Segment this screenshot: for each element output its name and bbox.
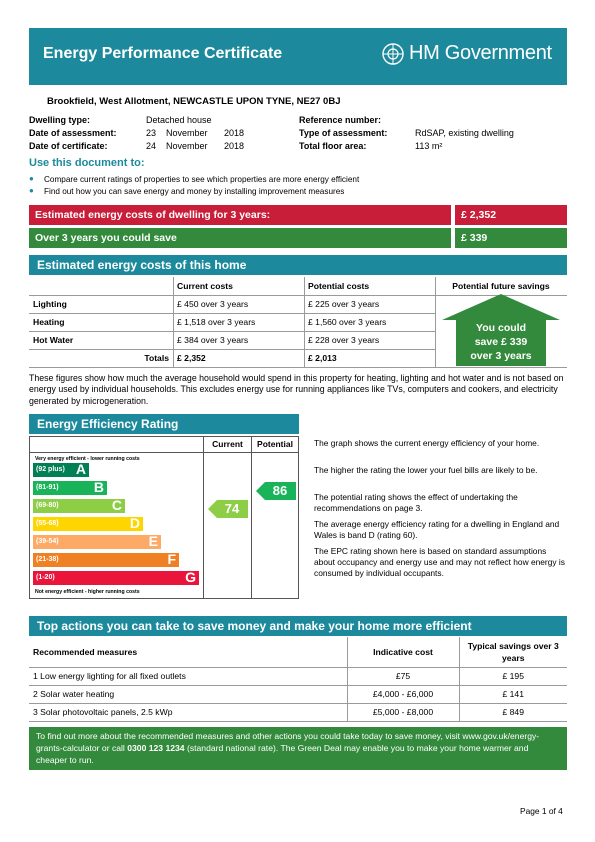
rating-text-2: The higher the rating the lower your fuel bills are likely to be. — [314, 465, 538, 475]
potential-rating-value: 86 — [272, 483, 288, 498]
certificate-month: November — [166, 141, 208, 151]
row-potential: £ 1,560 over 3 years — [304, 313, 435, 331]
page-title: Energy Performance Certificate — [43, 45, 283, 62]
table-header: Potential future savings — [435, 277, 567, 295]
band-range: (39-54) — [36, 538, 59, 545]
table-header-row — [29, 637, 567, 667]
band-range: (55-68) — [36, 520, 59, 527]
typical-saving: £ 195 — [459, 667, 567, 685]
actions-section-header: Top actions you can take to save money and make your home more efficient — [29, 616, 567, 636]
band-letter: G — [185, 569, 196, 585]
rating-band-f — [33, 553, 179, 567]
estimated-cost-value: £ 2,352 — [453, 205, 567, 225]
rating-band-g — [33, 571, 199, 585]
certificate-day: 24 — [146, 141, 157, 151]
could-save-label: Over 3 years you could save — [29, 228, 451, 248]
property-address: Brookfield, West Allotment, NEWCASTLE UPON TYNE, NE27 0BJ — [47, 96, 341, 107]
measure: 1 Low energy lighting for all fixed outlets — [29, 667, 347, 685]
indicative-cost: £5,000 - £8,000 — [347, 703, 459, 721]
costs-section-header: Estimated energy costs of this home — [29, 255, 567, 275]
crest-icon — [381, 42, 405, 66]
savings-line-3: over 3 years — [470, 350, 532, 362]
band-letter: B — [93, 479, 104, 495]
band-range: (69-80) — [36, 502, 59, 509]
assessment-day: 23 — [146, 128, 157, 138]
actions-table — [29, 637, 567, 722]
divider — [304, 277, 305, 367]
band-range: (21-38) — [36, 556, 59, 563]
hm-government-logo: HM Government — [409, 42, 552, 64]
certificate-year: 2018 — [224, 141, 245, 151]
footer-text-2: (standard national rate). The Green Deal may enable you to make your home warmer and cheaper to run. — [36, 743, 529, 765]
band-range: (81-91) — [36, 484, 59, 491]
savings-line-1: You could — [476, 322, 526, 334]
use-bullet-2: Find out how you can save energy and money by installing improvement measures — [44, 187, 345, 196]
reference-label: Reference number: — [299, 115, 382, 125]
table-header: Potential costs — [304, 277, 435, 295]
assessment-type-value: RdSAP, existing dwelling — [415, 128, 514, 138]
band-range: (92 plus) — [36, 466, 65, 473]
row-current: £ 1,518 over 3 years — [173, 313, 304, 331]
rating-text-5: The EPC rating shown here is based on standard assumptions about occupancy and energy use and may not reflect how energy is consumed by individual occupants. — [314, 546, 565, 578]
rating-band-b — [33, 481, 107, 495]
current-rating-value: 74 — [224, 501, 240, 516]
indicative-cost: £4,000 - £6,000 — [347, 685, 459, 703]
dwelling-type-label: Dwelling type: — [29, 115, 91, 125]
band-letter: E — [148, 533, 158, 549]
rating-section-header: Energy Efficiency Rating — [29, 414, 299, 434]
assessment-year: 2018 — [224, 128, 245, 138]
use-document-title: Use this document to: — [29, 157, 145, 169]
totals-label: Totals — [29, 349, 173, 367]
totals-current: £ 2,352 — [173, 349, 304, 367]
band-range: (1-20) — [36, 574, 55, 581]
bullet-icon: ● — [29, 174, 34, 183]
measure: 2 Solar water heating — [29, 685, 347, 703]
rating-text-4: The average energy efficiency rating for a dwelling in England and Wales is band D (rating 60). — [314, 519, 560, 540]
table-header: Recommended measures — [29, 637, 347, 667]
row-potential: £ 225 over 3 years — [304, 295, 435, 313]
measure: 3 Solar photovoltaic panels, 2.5 kWp — [29, 703, 347, 721]
table-row — [29, 703, 567, 721]
header-banner — [29, 28, 567, 85]
rating-band-e — [33, 535, 161, 549]
certificate-date-label: Date of certificate: — [29, 141, 108, 151]
table-row — [29, 685, 567, 703]
info-footer — [29, 727, 567, 770]
could-save-bar — [29, 228, 567, 248]
table-header: Typical savings over 3 years — [459, 637, 567, 667]
row-name: Lighting — [29, 295, 173, 313]
rating-band-d — [33, 517, 143, 531]
costs-note: These figures show how much the average household would spend in this property for heating, lighting and hot water and is not based on energy used by individual households. This excludes energy use for running appliances like TVs, computers and cookers, and electricity generated by microgeneration. — [29, 373, 564, 406]
use-bullet-1: Compare current ratings of properties to see which properties are more energy efficient — [44, 175, 360, 184]
potential-column-label: Potential — [257, 439, 293, 449]
bottom-note: Not energy efficient - higher running costs — [35, 589, 140, 595]
assessment-date-label: Date of assessment: — [29, 128, 117, 138]
row-current: £ 450 over 3 years — [173, 295, 304, 313]
rating-band-c — [33, 499, 125, 513]
bullet-icon: ● — [29, 186, 34, 195]
dwelling-type-value: Detached house — [146, 115, 212, 125]
typical-saving: £ 141 — [459, 685, 567, 703]
table-header — [29, 277, 173, 295]
assessment-type-label: Type of assessment: — [299, 128, 388, 138]
row-name: Heating — [29, 313, 173, 331]
band-letter: C — [111, 497, 122, 513]
divider — [435, 277, 436, 367]
row-potential: £ 228 over 3 years — [304, 331, 435, 349]
table-header: Indicative cost — [347, 637, 459, 667]
table-header: Current costs — [173, 277, 304, 295]
top-note: Very energy efficient - lower running costs — [35, 456, 140, 462]
floor-area-value: 113 m² — [415, 141, 443, 151]
estimated-cost-label: Estimated energy costs of dwelling for 3 years: — [29, 205, 451, 225]
phone-number: 0300 123 1234 — [127, 743, 185, 753]
band-letter: A — [75, 461, 86, 477]
rating-text-3: The potential rating shows the effect of undertaking the recommendations on page 3. — [314, 492, 518, 513]
rating-chart — [29, 436, 299, 599]
page-number: Page 1 of 4 — [520, 806, 563, 816]
rating-text-1: The graph shows the current energy efficiency of your home. — [314, 438, 540, 448]
band-letter: F — [167, 551, 176, 567]
current-column-label: Current — [212, 439, 243, 449]
typical-saving: £ 849 — [459, 703, 567, 721]
band-letter: D — [129, 515, 140, 531]
rating-band-a — [33, 463, 89, 477]
table-row — [29, 667, 567, 685]
row-current: £ 384 over 3 years — [173, 331, 304, 349]
indicative-cost: £75 — [347, 667, 459, 685]
footer-text-1: To find out more about the recommended measures and other actions you could take today to save money, visit www.gov.uk/energy-grants-calculator or call — [36, 731, 540, 753]
savings-line-2: save £ 339 — [474, 336, 528, 348]
floor-area-label: Total floor area: — [299, 141, 367, 151]
assessment-month: November — [166, 128, 208, 138]
table-header-row — [29, 277, 567, 295]
could-save-value: £ 339 — [453, 228, 567, 248]
divider — [173, 277, 174, 367]
row-name: Hot Water — [29, 331, 173, 349]
totals-potential: £ 2,013 — [304, 349, 435, 367]
estimated-cost-bar — [29, 205, 567, 225]
